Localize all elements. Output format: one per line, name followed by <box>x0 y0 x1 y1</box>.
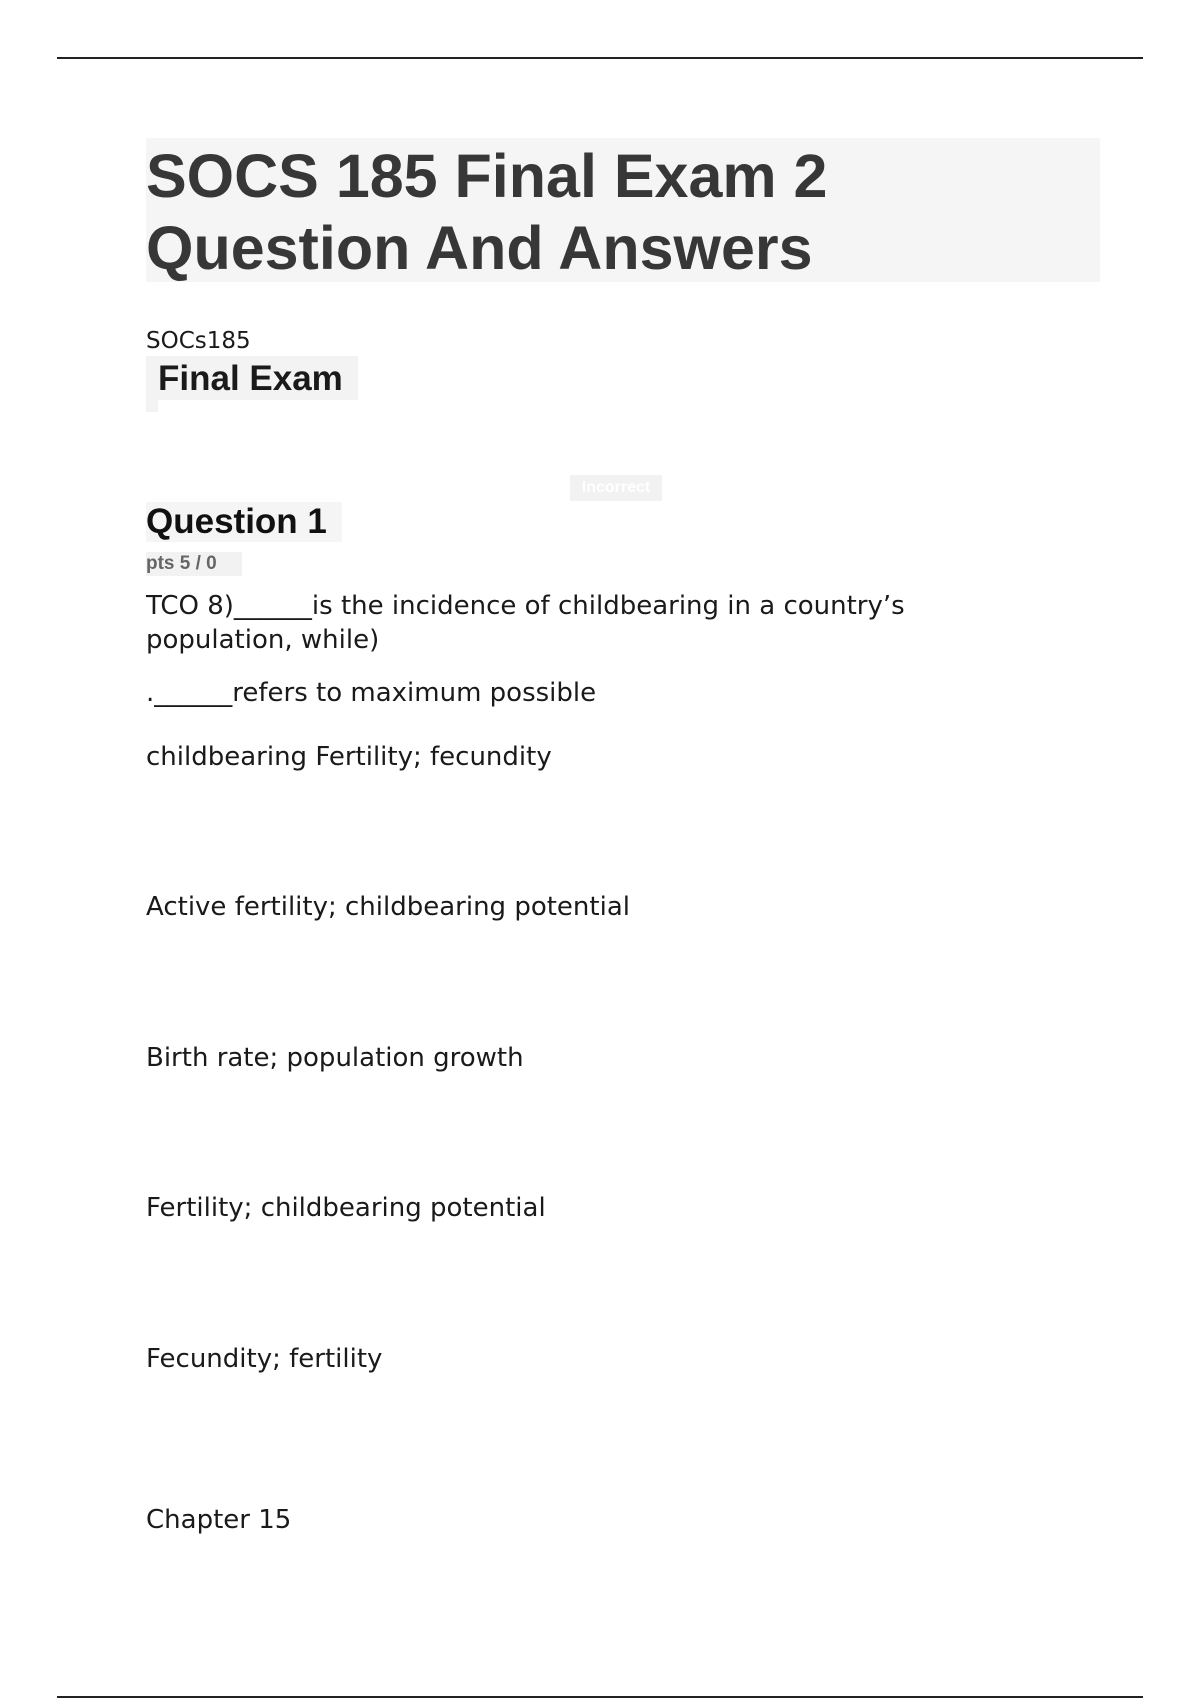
answer-option: Fertility; childbearing potential <box>146 1193 546 1223</box>
answer-option: Active fertility; childbearing potential <box>146 892 630 922</box>
document-title: SOCS 185 Final Exam 2 Question And Answers <box>146 142 828 282</box>
answer-option: Birth rate; population growth <box>146 1043 524 1073</box>
question-points: pts 5 / 0 <box>146 553 217 574</box>
answer-option: Fecundity; fertility <box>146 1344 383 1374</box>
question-text-continued: .______refers to maximum possible <box>146 678 597 708</box>
chapter-label: Chapter 15 <box>146 1505 292 1535</box>
question-heading: Question 1 <box>146 502 327 541</box>
bottom-rule <box>57 1696 1143 1698</box>
question-text: TCO 8)______is the incidence of childbearing in a country’s population, while) <box>146 591 905 655</box>
exam-heading: Final Exam <box>158 359 343 398</box>
course-code: SOCs185 <box>146 328 251 354</box>
exam-heading-background-tail <box>146 400 158 412</box>
answer-option: childbearing Fertility; fecundity <box>146 742 552 772</box>
top-rule <box>57 57 1143 59</box>
status-badge: Incorrect <box>570 475 662 501</box>
